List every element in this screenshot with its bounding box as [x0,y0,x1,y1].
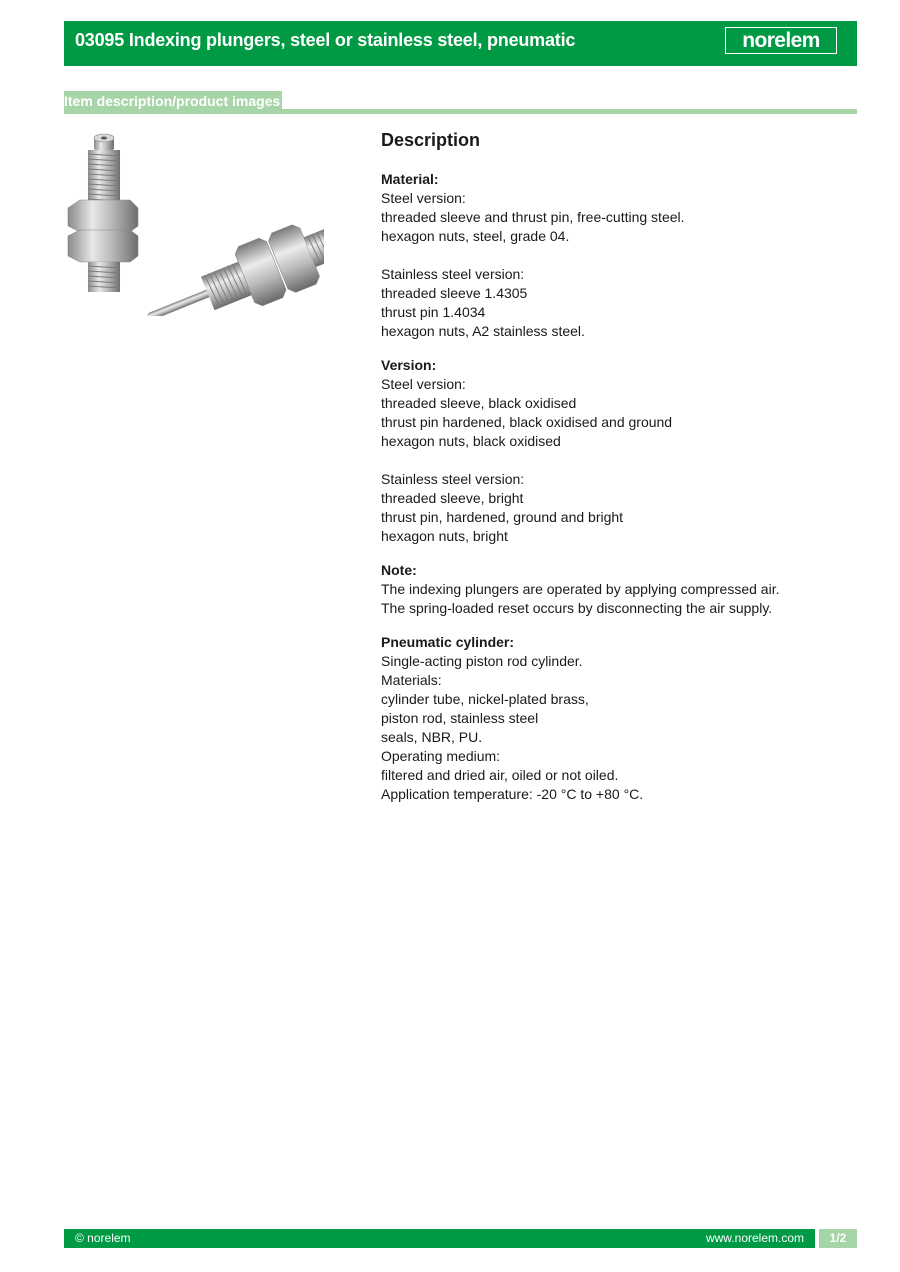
version-stainless-line: threaded sleeve, bright [381,490,524,506]
plunger-horizontal [136,200,324,316]
page-title: 03095 Indexing plungers, steel or stainless steel, pneumatic [75,30,576,50]
pneumatic-line: piston rod, stainless steel [381,710,539,726]
pneumatic-line: Single-acting piston rod cylinder. [381,653,583,669]
website-link[interactable]: www.norelem.com [705,1231,804,1245]
copyright-text: © norelem [75,1231,131,1245]
pneumatic-line: seals, NBR, PU. [381,729,483,745]
pneumatic-line: cylinder tube, nickel-plated brass, [381,691,589,707]
note-heading: Note: [381,562,417,578]
material-stainless-line: Stainless steel version: [381,266,525,282]
version-stainless-line: thrust pin, hardened, ground and bright [381,509,624,525]
version-stainless-line: Stainless steel version: [381,471,525,487]
product-image [62,128,324,316]
version-steel-line: thrust pin hardened, black oxidised and ground [381,414,673,430]
note-block [381,561,841,618]
material-steel-line: hexagon nuts, steel, grade 04. [381,228,570,244]
material-heading: Material: [381,171,439,187]
material-stainless-line: thrust pin 1.4034 [381,304,486,320]
pneumatic-line: filtered and dried air, oiled or not oiled. [381,767,619,783]
description-title: Description [381,130,481,150]
version-steel-line: threaded sleeve, black oxidised [381,395,577,411]
version-heading: Version: [381,357,437,373]
material-stainless-line: threaded sleeve 1.4305 [381,285,528,301]
version-block [381,356,841,546]
material-steel-line: threaded sleeve and thrust pin, free-cutting steel. [381,209,685,225]
material-stainless-line: hexagon nuts, A2 stainless steel. [381,323,585,339]
note-line: The spring-loaded reset occurs by disconnecting the air supply. [381,600,773,616]
pneumatic-line: Materials: [381,672,442,688]
pneumatic-line: Operating medium: [381,748,501,764]
norelem-logo [725,27,837,54]
page-header [64,21,857,66]
note-line: The indexing plungers are operated by applying compressed air. [381,581,780,597]
material-steel-line: Steel version: [381,190,466,206]
page-footer [64,1229,815,1248]
page-number: 1/2 [819,1229,857,1248]
section-label: Item description/product images [64,93,281,109]
pneumatic-line: Application temperature: -20 °C to +80 °C. [381,786,644,802]
pneumatic-block [381,633,841,804]
version-stainless-line: hexagon nuts, bright [381,528,508,544]
material-block [381,170,841,341]
plunger-upright [68,134,138,292]
version-steel-line: hexagon nuts, black oxidised [381,433,561,449]
description-panel [381,129,841,819]
logo-text: norelem [742,29,820,52]
version-steel-line: Steel version: [381,376,466,392]
pneumatic-heading: Pneumatic cylinder: [381,634,515,650]
